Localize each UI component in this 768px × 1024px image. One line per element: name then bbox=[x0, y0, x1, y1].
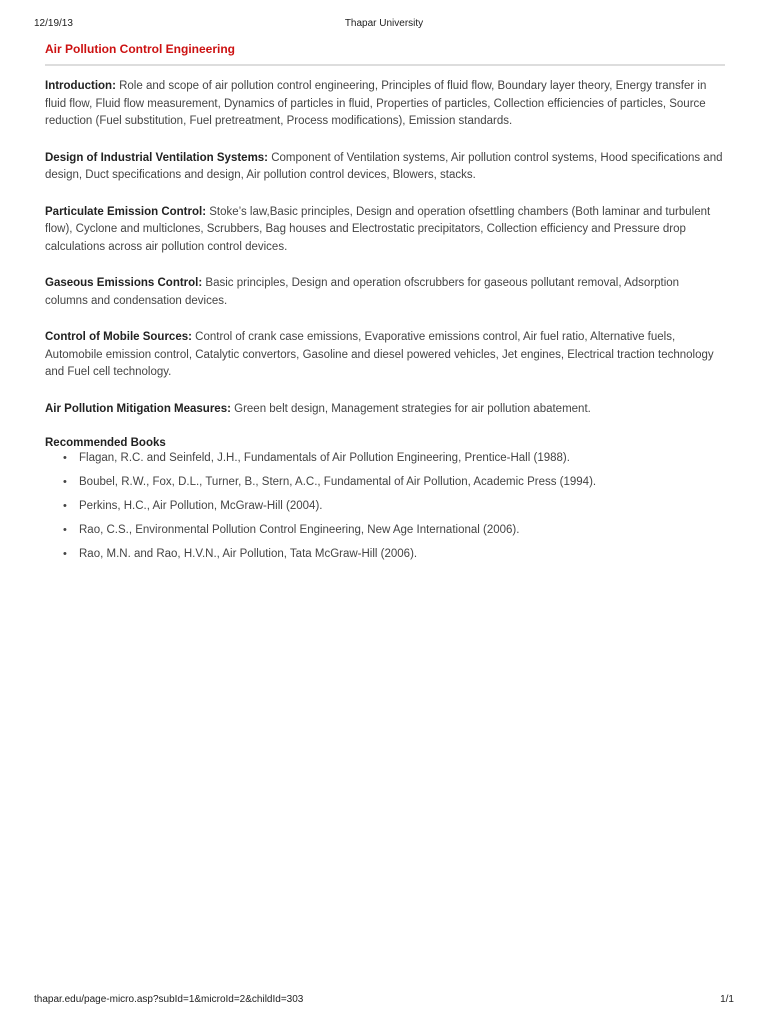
bullet-icon: • bbox=[63, 548, 67, 560]
list-item bbox=[63, 547, 725, 562]
section-text: Control of crank case emissions, Evaporative emissions control, Air fuel ratio, Alternative fuels, Automobile emission control, Catalytic convertors, Gasoline and diesel powered vehicles, Jet engines, Electrical traction technology and Fuel cell technology. bbox=[45, 331, 714, 378]
section-label: Introduction: bbox=[45, 80, 116, 92]
book-citation: Boubel, R.W., Fox, D.L., Turner, B., Stern, A.C., Fundamental of Air Pollution, Academic Press (1994). bbox=[79, 476, 597, 488]
print-page-url: thapar.edu/page-micro.asp?subId=1&microId=2&childId=303 bbox=[34, 994, 304, 1005]
print-footer bbox=[0, 994, 768, 1008]
section-mobile-sources bbox=[45, 329, 725, 382]
bullet-icon: • bbox=[63, 452, 67, 464]
section-text: Role and scope of air pollution control engineering, Principles of fluid flow, Boundary layer theory, Energy transfer in fluid flow, Fluid flow measurement, Dynamics of particles in fluid, Properties of particles, Collection efficiencies of particles, Source reduction (Fuel substitution, Fuel pretreatment, Process modifications), Emission standards. bbox=[45, 80, 707, 127]
section-introduction bbox=[45, 78, 725, 131]
list-item bbox=[63, 451, 725, 466]
section-text: Component of Ventilation systems, Air pollution control systems, Hood specifications and design, Duct specifications and design, Air pollution control devices, Blowers, stacks. bbox=[45, 151, 723, 181]
section-mitigation-measures bbox=[45, 401, 725, 419]
section-gaseous-emissions-control bbox=[45, 275, 725, 310]
section-particulate-emission-control bbox=[45, 204, 725, 257]
print-page-number: 1/1 bbox=[720, 994, 734, 1005]
list-item bbox=[63, 523, 725, 538]
section-ventilation-systems bbox=[45, 150, 725, 185]
book-citation: Rao, C.S., Environmental Pollution Control Engineering, New Age International (2006). bbox=[79, 524, 520, 536]
list-item bbox=[63, 475, 725, 490]
section-text: Green belt design, Management strategies for air pollution abatement. bbox=[230, 402, 591, 415]
book-citation: Flagan, R.C. and Seinfeld, J.H., Fundamentals of Air Pollution Engineering, Prentice-Hall (1988). bbox=[79, 452, 570, 464]
section-label: Particulate Emission Control: bbox=[45, 205, 207, 218]
page-title: Air Pollution Control Engineering bbox=[45, 42, 725, 66]
section-label: Gaseous Emissions Control: bbox=[45, 277, 203, 289]
bullet-icon: • bbox=[63, 524, 67, 536]
main-content bbox=[45, 42, 725, 571]
print-site-title: Thapar University bbox=[344, 18, 424, 29]
recommended-books-heading: Recommended Books bbox=[45, 437, 166, 449]
section-label: Air Pollution Mitigation Measures: bbox=[45, 402, 231, 415]
print-header bbox=[0, 18, 768, 32]
section-label: Design of Industrial Ventilation Systems: bbox=[45, 151, 269, 164]
print-date: 12/19/13 bbox=[34, 18, 73, 29]
book-citation: Rao, M.N. and Rao, H.V.N., Air Pollution, Tata McGraw-Hill (2006). bbox=[79, 548, 418, 560]
recommended-books-list bbox=[45, 451, 725, 562]
bullet-icon: • bbox=[63, 476, 67, 488]
section-text: Basic principles, Design and operation ofscrubbers for gaseous pollutant removal, Adsorption columns and condensation devices. bbox=[45, 277, 680, 307]
list-item bbox=[63, 499, 725, 514]
bullet-icon: • bbox=[63, 500, 67, 512]
section-text: Stoke’s law,Basic principles, Design and operation ofsettling chambers (Both laminar and turbulent flow), Cyclone and multiclones, Scrubbers, Bag houses and Electrostatic precipitators, Collection efficiency and Pressure drop calculations across air pollution control devices. bbox=[45, 205, 711, 253]
book-citation: Perkins, H.C., Air Pollution, McGraw-Hill (2004). bbox=[79, 500, 323, 512]
section-label: Control of Mobile Sources: bbox=[45, 331, 192, 343]
